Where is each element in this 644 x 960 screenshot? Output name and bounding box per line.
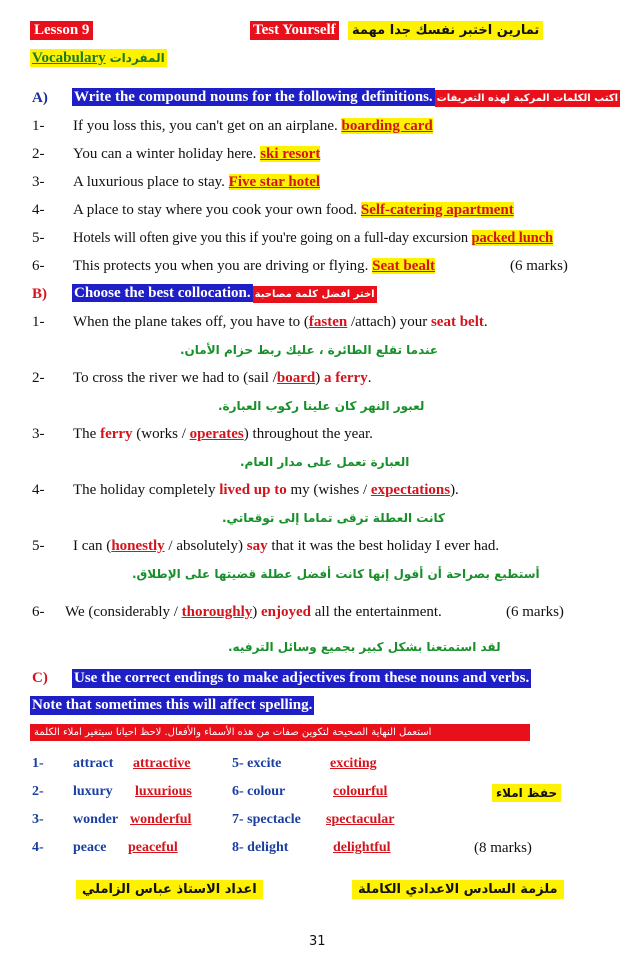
section-c-marks: (8 marks) (474, 840, 532, 856)
item-text: This protects you when you are driving or flying. Seat bealt (73, 258, 436, 274)
vocab-row: 5- excite (232, 756, 282, 771)
arabic-translation: أستطيع بصراحة أن أقول إنها كانت أفضل عطلة قضيتها على الإطلاق. (132, 567, 540, 581)
arabic-translation: كانت العطلة ترقى تماما إلى توقعاتي. (222, 511, 445, 525)
answer: Five star hotel (228, 174, 321, 190)
vocabulary-arabic-label: المفردات (109, 51, 165, 65)
answer: board (276, 370, 316, 386)
answer: packed lunch (471, 230, 553, 246)
item-number: 6- (32, 258, 45, 274)
item-number: 1- (32, 118, 45, 134)
vocab-answer: luxurious (135, 784, 192, 799)
answer: fasten (308, 314, 348, 330)
collocate: seat belt (430, 314, 484, 330)
section-b-instruction (72, 285, 377, 302)
vocab-row: wonder (73, 812, 119, 827)
collocate: say (246, 538, 268, 554)
item-number: 3- (32, 174, 45, 190)
collocation-sentence: When the plane takes off, you have to (fasten /attach) your seat belt. (73, 314, 488, 330)
section-b-instruction-ar: اختر افضل كلمة مصاحبة (253, 286, 377, 303)
vocab-answer: attractive (133, 756, 191, 771)
collocation-sentence: The holiday completely lived up to my (wishes / expectations). (73, 482, 459, 498)
answer: operates (189, 426, 244, 442)
item-text: A place to stay where you cook your own food. Self-catering apartment (73, 202, 514, 218)
vocab-answer: exciting (330, 756, 377, 771)
vocab-row: 8- delight (232, 840, 289, 855)
item-number: 4- (32, 202, 45, 218)
vocab-row: 4- (32, 840, 44, 855)
vocab-row: peace (73, 840, 107, 855)
page-number: 31 (309, 934, 326, 949)
vocabulary-heading (30, 50, 167, 67)
collocation-sentence: The ferry (works / operates) throughout the year. (73, 426, 373, 442)
vocab-row: 1- (32, 756, 44, 771)
vocab-answer: wonderful (130, 812, 192, 827)
arabic-title: تمارين اختبر نفسك جدا مهمة (348, 21, 543, 40)
section-c-instruction-2: Note that sometimes this will affect spelling. (32, 697, 313, 713)
vocab-row: 6- colour (232, 784, 286, 799)
test-yourself-label: Test Yourself (250, 21, 339, 40)
collocate: lived up to (219, 482, 287, 498)
item-number: 5- (32, 538, 45, 554)
item-text: If you loss this, you can't get on an airplane. boarding card (73, 118, 433, 134)
item-text: You can a winter holiday here. ski resort (73, 146, 321, 162)
collocation-sentence: To cross the river we had to (sail /board) a ferry. (73, 370, 372, 386)
vocab-row: luxury (73, 784, 113, 799)
section-a-instruction (72, 89, 620, 106)
answer: ski resort (260, 146, 321, 162)
section-b-instruction-en: Choose the best collocation. (74, 285, 251, 301)
vocab-answer: delightful (333, 840, 391, 855)
answer: Self-catering apartment (360, 202, 514, 218)
lesson-label: Lesson 9 (30, 21, 93, 40)
vocab-row: 7- spectacle (232, 812, 301, 827)
answer: boarding card (341, 118, 433, 134)
item-number: 6- (32, 604, 45, 620)
answer: honestly (111, 538, 165, 554)
item-number: 3- (32, 426, 45, 442)
answer: expectations (370, 482, 451, 498)
item-text: A luxurious place to stay. Five star hotel (73, 174, 321, 190)
item-number: 2- (32, 370, 45, 386)
item-number: 5- (32, 230, 45, 246)
section-a-letter: A) (32, 90, 48, 106)
section-c-instruction-1: Use the correct endings to make adjectives from these nouns and verbs. (74, 670, 530, 686)
answer: Seat bealt (372, 258, 436, 274)
vocab-row: attract (73, 756, 114, 771)
collocate: ferry (100, 426, 133, 442)
item-number: 1- (32, 314, 45, 330)
item-number: 2- (32, 146, 45, 162)
section-a-marks: (6 marks) (510, 258, 568, 274)
arabic-translation: لقد استمتعنا بشكل كبير بجميع وسائل الترفيه. (228, 640, 501, 654)
section-c-letter: C) (32, 670, 48, 686)
section-a-instruction-ar: اكتب الكلمات المركبة لهذه التعريفات (435, 90, 620, 107)
arabic-translation: العبارة تعمل على مدار العام. (240, 455, 410, 469)
collocate: a ferry (324, 370, 368, 386)
collocation-sentence: I can (honestly / absolutely) say that it was the best holiday I ever had. (73, 538, 500, 554)
vocab-row: 3- (32, 812, 44, 827)
vocabulary-label: Vocabulary (32, 50, 106, 66)
section-b-letter: B) (32, 286, 47, 302)
vocab-answer: colourful (333, 784, 388, 799)
answer: thoroughly (181, 604, 253, 620)
arabic-translation: لعبور النهر كان علينا ركوب العبارة. (218, 399, 425, 413)
collocation-sentence: We (considerably / thoroughly) enjoyed all the entertainment. (65, 604, 442, 620)
footer-author: اعداد الاستاذ عباس الزاملي (76, 880, 263, 899)
section-c-instruction-ar: استعمل النهاية الصحيحة لتكوين صفات من هذه الأسماء والأفعال. لاحظ احيانا سيتغير املاء الكلمة (30, 724, 530, 741)
item-text: Hotels will often give you this if you're going on a full-day excursion packed lunch (73, 230, 553, 246)
section-b-marks: (6 marks) (506, 604, 564, 620)
collocate: enjoyed (261, 604, 311, 620)
section-a-instruction-en: Write the compound nouns for the following definitions. (74, 89, 433, 105)
vocab-answer: peaceful (128, 840, 178, 855)
arabic-translation: عندما تقلع الطائرة ، عليك ربط حزام الأمان. (180, 343, 439, 357)
item-number: 4- (32, 482, 45, 498)
footer-book: ملزمة السادس الاعدادي الكاملة (352, 880, 564, 899)
vocab-answer: spectacular (326, 812, 395, 827)
spelling-note: حفظ املاء (492, 784, 561, 802)
vocab-row: 2- (32, 784, 44, 799)
